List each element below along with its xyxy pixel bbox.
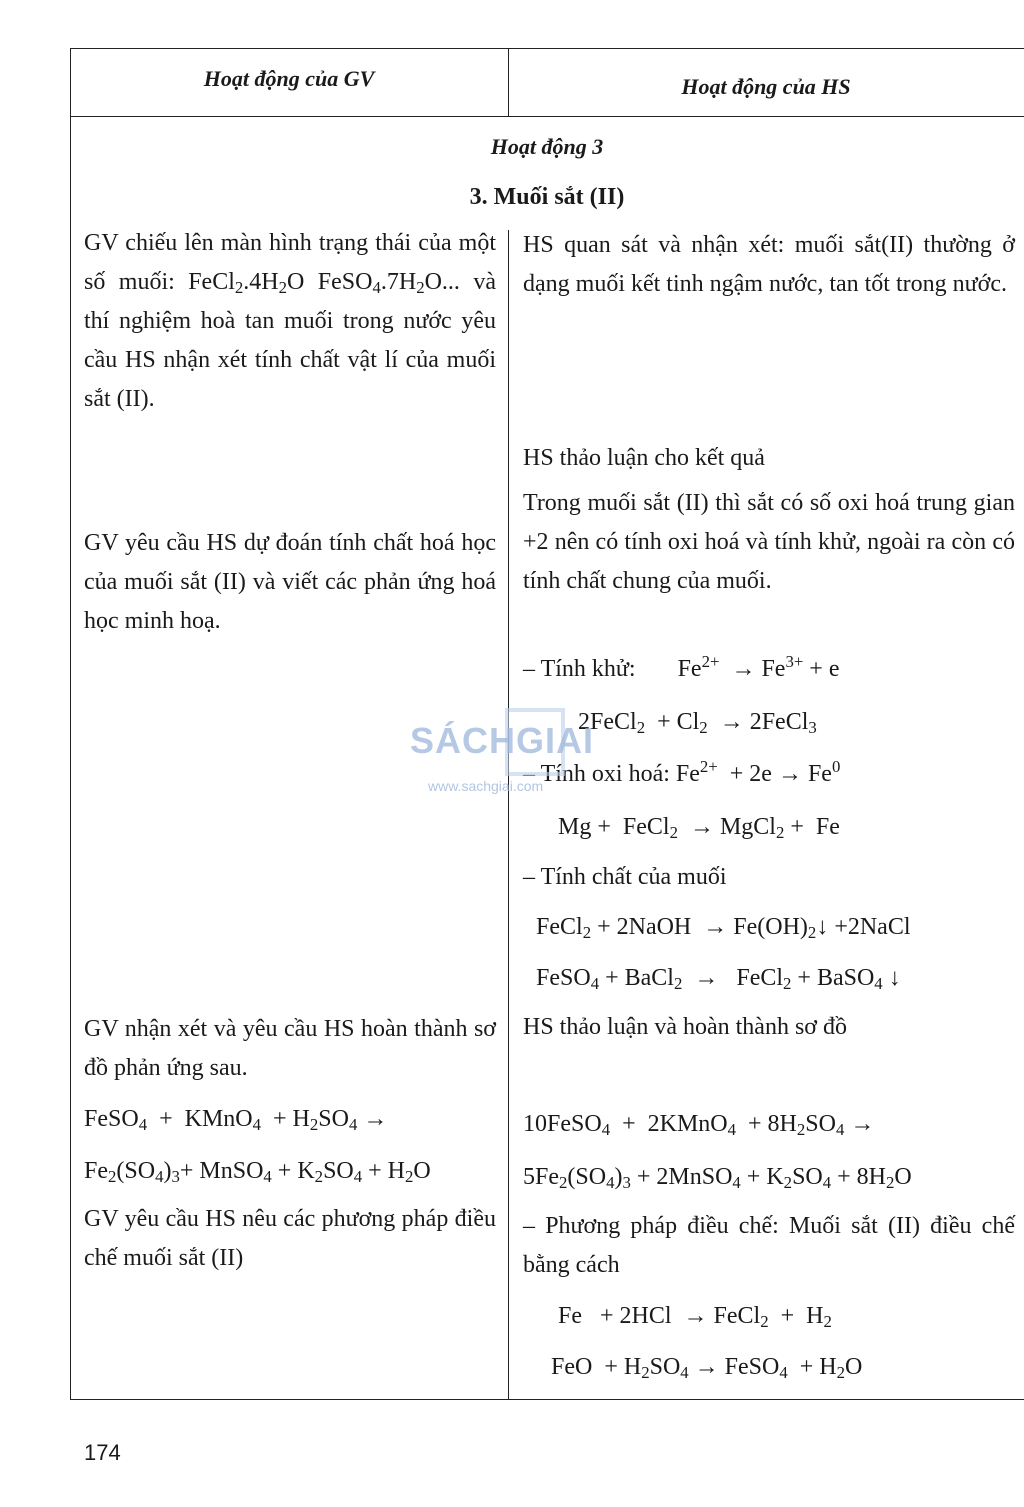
table-border-left	[70, 48, 71, 1400]
gv-paragraph-1: GV chiếu lên màn hình trạng thái của một số muối: $FeCl_2.4H_2O$ $FeSO_4.7H_2O$... và thí nghiệm hoà tan muối trong nước yêu cầu HS nhận xét tính chất vật lí của muối sắt (II).	[84, 230, 497, 412]
header-gv: Hoạt động của GV	[203, 66, 375, 91]
hs-balanced-equation-1: 10FeSO$_4$ + 2KMnO$_4$ + $8H_2SO_4$ →	[523, 1111, 875, 1140]
page-number: 174	[84, 1440, 121, 1465]
hs-equation-fecl2-naoh: FeCl$_2$ + 2NaOH → $Fe(OH)_2↓$ +2NaCl	[536, 914, 911, 943]
hs-equation-feso4-bacl2: FeSO$_4$ + BaCl$_2$ → FeCl$_2$ + BaSO$_4$ ↓	[536, 965, 901, 994]
activity-table	[70, 48, 1024, 1400]
hs-paragraph-7: HS thảo luận và hoàn thành sơ đồ	[523, 1014, 847, 1040]
header-hs: Hoạt động của HS	[681, 74, 851, 99]
gv-equation-2: $Fe_2(SO_4)_3+$ MnSO$_4$ + $K_2SO_4 + H_2O$	[84, 1158, 431, 1187]
column-divider	[508, 230, 509, 1400]
hs-equation-fecl2-cl2: 2FeCl$_2$ + $Cl_2$ → 2FeCl$_3$	[578, 709, 817, 738]
gv-paragraph-2: GV yêu cầu HS dự đoán tính chất hoá học của muối sắt (II) và viết các phản ứng hoá học minh hoạ.	[84, 530, 496, 634]
hs-paragraph-1: HS quan sát và nhận xét: muối sắt(II) thường ở dạng muối kết tinh ngậm nước, tan tốt trong nước.	[523, 232, 1015, 297]
hs-paragraph-2: HS thảo luận cho kết quả	[523, 445, 765, 471]
section-title: 3. Muối sắt (II)	[469, 184, 625, 210]
table-border-top	[70, 48, 1024, 49]
activity-label: Hoạt động 3	[490, 134, 604, 159]
hs-reduction-line: – Tính khử: $Fe^{2+} \to Fe^{3+} + e$	[523, 651, 840, 682]
hs-preparation-method: – Phương pháp điều chế: Muối sắt (II) điều chế bằng cách	[523, 1213, 1015, 1278]
gv-paragraph-3: GV nhận xét và yêu cầu HS hoàn thành sơ đồ phản ứng sau.	[84, 1016, 496, 1081]
gv-paragraph-4: GV yêu cầu HS nêu các phương pháp điều chế muối sắt (II)	[84, 1206, 496, 1271]
hs-balanced-equation-2: $5Fe_2(SO_4)_3$ + 2MnSO$_4$ + $K_2SO_4 + 8H_2O$	[523, 1164, 912, 1193]
header-divider	[70, 116, 1024, 117]
hs-salt-properties-label: – Tính chất của muối	[523, 864, 727, 890]
table-border-bottom	[70, 1399, 1024, 1400]
watermark-brand: SÁCHGIAI	[410, 720, 595, 761]
hs-equation-mg-fecl2: Mg + FeCl$_2$ → MgCl$_2$ + Fe	[558, 814, 840, 843]
hs-oxidation-line: – Tính oxi hoá: $Fe^{2+} + 2e \to Fe^0$	[523, 756, 841, 787]
hs-equation-fe-hcl: Fe + 2HCl → FeCl$_2$ + $H_2$	[558, 1303, 832, 1332]
hs-equation-feo-h2so4: FeO + $H_2SO_4$ → FeSO$_4$ + $H_2O$	[551, 1354, 863, 1383]
watermark-url: www.sachgiai.com	[428, 778, 544, 794]
hs-paragraph-3: Trong muối sắt (II) thì sắt có số oxi hoá trung gian +2 nên có tính oxi hoá và tính khử, ngoài ra còn có tính chất chung của muối.	[523, 490, 1015, 594]
gv-equation-1: FeSO$_4$ + KMnO$_4$ + $H_2SO_4$ →	[84, 1106, 388, 1135]
